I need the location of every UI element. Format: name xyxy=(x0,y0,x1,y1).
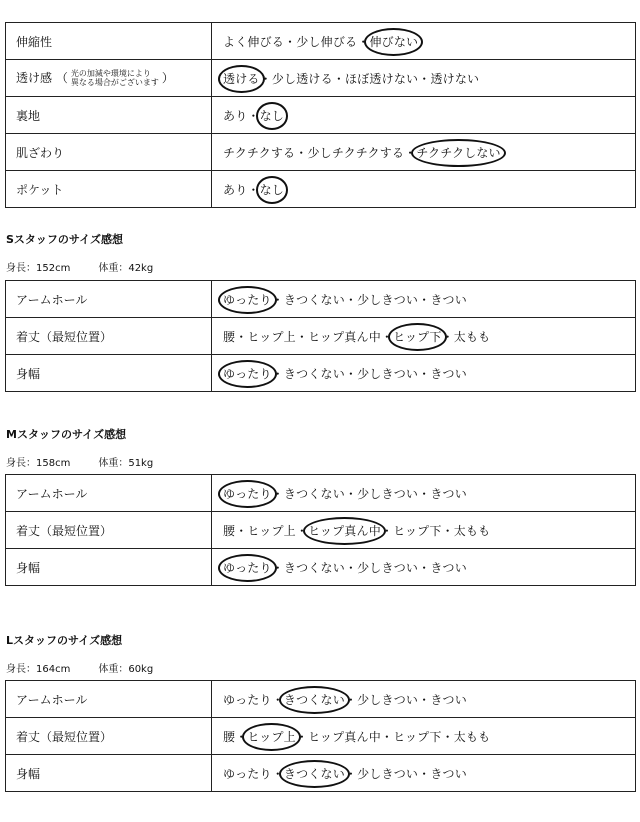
section-title: Sスタッフのサイズ感想 xyxy=(6,233,124,246)
row-label: 伸縮性 xyxy=(6,23,212,60)
row-label xyxy=(6,60,212,97)
row-options xyxy=(212,718,636,755)
option-separator: ・ xyxy=(418,486,431,501)
option: ゆったり xyxy=(223,692,272,707)
row-options xyxy=(212,355,636,392)
option-separator: ・ xyxy=(247,182,260,197)
table-row xyxy=(6,512,636,549)
row-label: 身幅 xyxy=(6,755,212,792)
option: ヒップ上 xyxy=(247,523,296,538)
option: 少し伸びる xyxy=(296,34,358,49)
option: ヒップ真ん中 xyxy=(308,729,381,744)
staff-weight: 体重：42kg xyxy=(98,263,154,274)
option-separator: ・ xyxy=(235,523,248,538)
note-line: 光の加減や環境により xyxy=(70,69,151,79)
option: 太もも xyxy=(453,329,491,344)
option-separator: ・ xyxy=(344,486,358,501)
option: 腰 xyxy=(223,329,236,344)
size-table xyxy=(5,280,636,392)
option-selected: ゆったり xyxy=(223,486,272,501)
table-row xyxy=(6,475,636,512)
option-selected: 伸びない xyxy=(369,34,419,49)
note-line: 異なる場合がございます xyxy=(70,78,159,88)
table-row xyxy=(6,97,636,134)
row-options xyxy=(212,681,636,718)
row-label: アームホール xyxy=(6,281,212,318)
row-options xyxy=(212,512,636,549)
size-table xyxy=(5,680,636,792)
option-selected: なし xyxy=(259,108,285,123)
option-separator: ・ xyxy=(271,486,284,501)
row-options xyxy=(212,23,636,60)
option: 腰 xyxy=(223,729,236,744)
staff-weight: 体重：60kg xyxy=(98,664,154,675)
option-separator: ・ xyxy=(235,329,248,344)
option: よく伸びる xyxy=(223,34,285,49)
option: あり xyxy=(223,182,248,197)
row-options xyxy=(212,549,636,586)
table-row xyxy=(6,60,636,97)
staff-weight: 体重：51kg xyxy=(98,458,154,469)
option: 少しきつい xyxy=(357,366,419,381)
option-separator: ・ xyxy=(344,366,358,381)
option: ほぼ透けない xyxy=(345,71,419,86)
option: 透けない xyxy=(430,71,480,86)
option: きつくない xyxy=(283,292,345,307)
row-label: アームホール xyxy=(6,475,212,512)
option-separator: ・ xyxy=(295,145,308,160)
option: 少しきつい xyxy=(357,560,419,575)
option: きつい xyxy=(430,292,467,307)
option: きつい xyxy=(430,366,467,381)
option: あり xyxy=(223,108,248,123)
section-title: Mスタッフのサイズ感想 xyxy=(6,428,127,441)
option-separator: ・ xyxy=(284,34,297,49)
option: ヒップ下 xyxy=(393,523,442,538)
option: 少し透ける xyxy=(271,71,333,86)
option-separator: ・ xyxy=(357,34,370,49)
row-options xyxy=(212,134,636,171)
row-label: 肌ざわり xyxy=(6,134,212,171)
option-separator: ・ xyxy=(271,366,284,381)
option-separator: ・ xyxy=(259,71,272,86)
option-selected: きつくない xyxy=(283,692,345,707)
option-separator: ・ xyxy=(418,692,431,707)
table-row xyxy=(6,718,636,755)
option-separator: ・ xyxy=(344,766,358,781)
option: 少しきつい xyxy=(357,292,419,307)
staff-height: 身長：164cm xyxy=(6,664,71,675)
option: きつい xyxy=(430,486,467,501)
staff-measurements xyxy=(6,259,153,274)
option-separator: ・ xyxy=(418,766,431,781)
row-label: 身幅 xyxy=(6,549,212,586)
option-separator: ・ xyxy=(295,523,309,538)
row-options xyxy=(212,97,636,134)
option: きつくない xyxy=(283,486,345,501)
option: ゆったり xyxy=(223,766,272,781)
option-separator: ・ xyxy=(295,729,309,744)
option-separator: ・ xyxy=(295,329,309,344)
option: ヒップ真ん中 xyxy=(308,329,381,344)
option-separator: ・ xyxy=(271,766,284,781)
option: 腰 xyxy=(223,523,236,538)
option: 太もも xyxy=(453,523,491,538)
row-label: 着丈（最短位置） xyxy=(6,512,212,549)
option-separator: ・ xyxy=(344,292,358,307)
row-label: アームホール xyxy=(6,681,212,718)
row-options xyxy=(212,755,636,792)
table-row xyxy=(6,549,636,586)
table-row xyxy=(6,355,636,392)
row-label-text: 透け感 xyxy=(16,70,53,85)
option: きつい xyxy=(430,560,467,575)
option-separator: ・ xyxy=(418,292,431,307)
table-row xyxy=(6,171,636,208)
option-separator: ・ xyxy=(380,729,394,744)
option-separator: ・ xyxy=(441,729,454,744)
option-selected: ゆったり xyxy=(223,292,272,307)
option: 少しチクチクする xyxy=(307,145,405,160)
option-separator: ・ xyxy=(418,366,431,381)
option-selected: なし xyxy=(259,182,285,197)
option-separator: ・ xyxy=(344,692,358,707)
option-separator: ・ xyxy=(332,71,346,86)
row-options xyxy=(212,475,636,512)
option-separator: ・ xyxy=(271,560,284,575)
table-row xyxy=(6,755,636,792)
note-open: （ xyxy=(55,70,68,85)
option: きつくない xyxy=(283,560,345,575)
option-separator: ・ xyxy=(380,523,394,538)
option-separator: ・ xyxy=(247,108,260,123)
option-separator: ・ xyxy=(271,692,284,707)
option-separator: ・ xyxy=(441,329,454,344)
row-options xyxy=(212,281,636,318)
staff-measurements xyxy=(6,660,153,675)
option: 太もも xyxy=(453,729,491,744)
table-row xyxy=(6,281,636,318)
lighting-note xyxy=(71,69,159,87)
row-label: ポケット xyxy=(6,171,212,208)
option-selected: 透ける xyxy=(223,71,260,86)
option-separator: ・ xyxy=(418,560,431,575)
option-selected: ゆったり xyxy=(223,560,272,575)
section-title: Lスタッフのサイズ感想 xyxy=(6,634,123,647)
size-table xyxy=(5,474,636,586)
row-label: 身幅 xyxy=(6,355,212,392)
option: きつい xyxy=(430,766,467,781)
option: 少しきつい xyxy=(357,766,419,781)
row-label: 裏地 xyxy=(6,97,212,134)
staff-height: 身長：152cm xyxy=(6,263,71,274)
table-row xyxy=(6,681,636,718)
option: 少しきつい xyxy=(357,692,419,707)
option: 少しきつい xyxy=(357,486,419,501)
row-label: 着丈（最短位置） xyxy=(6,318,212,355)
option: きつい xyxy=(430,692,467,707)
option: チクチクする xyxy=(223,145,296,160)
option: きつくない xyxy=(283,366,345,381)
option-separator: ・ xyxy=(404,145,417,160)
option: ヒップ下 xyxy=(393,729,442,744)
option-selected: ヒップ上 xyxy=(247,729,296,744)
note-close: ） xyxy=(161,70,174,85)
table-row xyxy=(6,23,636,60)
row-options xyxy=(212,171,636,208)
option-selected: きつくない xyxy=(283,766,345,781)
table-row xyxy=(6,318,636,355)
table-row xyxy=(6,134,636,171)
option-separator: ・ xyxy=(235,729,248,744)
option-separator: ・ xyxy=(418,71,431,86)
option-separator: ・ xyxy=(380,329,394,344)
row-options xyxy=(212,318,636,355)
option-separator: ・ xyxy=(344,560,358,575)
option-selected: ヒップ下 xyxy=(393,329,442,344)
row-options xyxy=(212,60,636,97)
option: ヒップ上 xyxy=(247,329,296,344)
row-label: 着丈（最短位置） xyxy=(6,718,212,755)
staff-height: 身長：158cm xyxy=(6,458,71,469)
option-selected: ヒップ真ん中 xyxy=(308,523,381,538)
property-table xyxy=(5,22,636,208)
option-separator: ・ xyxy=(271,292,284,307)
staff-measurements xyxy=(6,454,153,469)
option-selected: ゆったり xyxy=(223,366,272,381)
option-selected: チクチクしない xyxy=(416,145,501,160)
option-separator: ・ xyxy=(441,523,454,538)
